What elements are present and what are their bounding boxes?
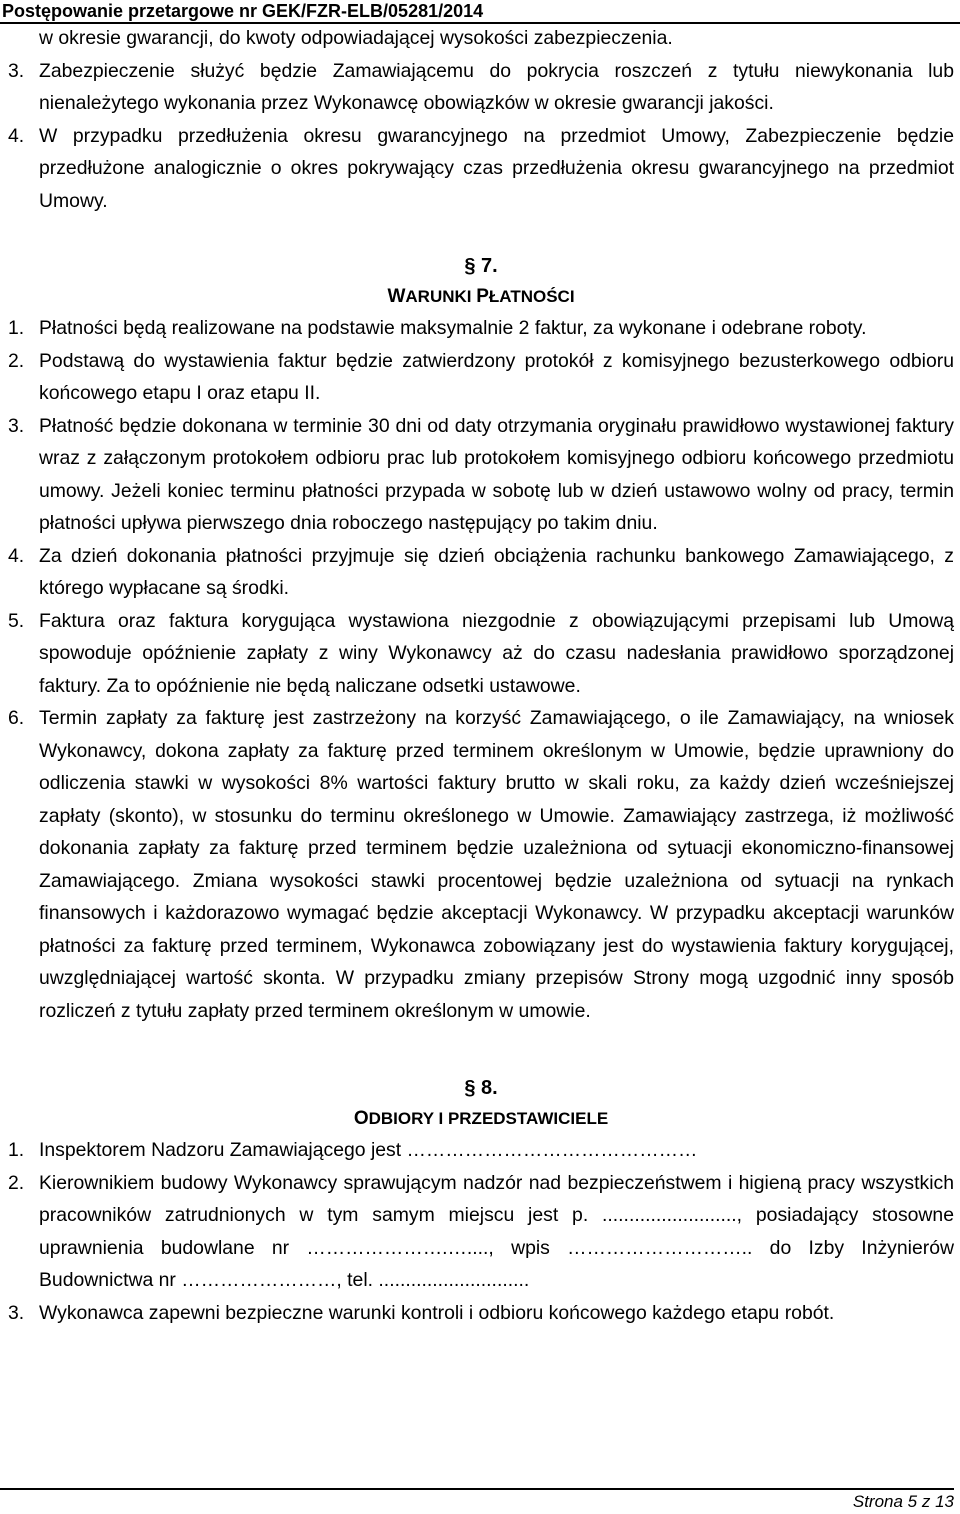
section7-item-2 bbox=[8, 345, 954, 410]
item-text: Inspektorem Nadzoru Zamawiającego jest ……………………………………… bbox=[39, 1139, 698, 1161]
running-header bbox=[0, 0, 960, 24]
item-text: Płatność będzie dokonana w terminie 30 dni od daty otrzymania oryginału prawidłowo wystawionej faktury wraz z załączonym protokołem odbioru prac lub protokołem komisyjnego odbioru końcowego przedmiotu umowy. Jeżeli koniec terminu płatności przypada w sobotę lub w dzień ustawowo wolny od pracy, termin płatności upływa pierwszego dnia roboczego następujący po takim dniu. bbox=[39, 414, 954, 534]
section6-item-4 bbox=[8, 120, 954, 218]
page-number: Strona 5 z 13 bbox=[852, 1492, 954, 1511]
item-number: 3. bbox=[8, 414, 25, 437]
item-text: Podstawą do wystawienia faktur będzie zatwierdzony protokół z komisyjnego bezusterkowego odbioru końcowego etapu I oraz etapu II. bbox=[39, 349, 954, 404]
item-number: 5. bbox=[8, 609, 25, 632]
item-number: 4. bbox=[8, 124, 25, 147]
item-number: 2. bbox=[8, 1171, 25, 1194]
item-number: 4. bbox=[8, 544, 25, 567]
item-number: 2. bbox=[8, 349, 25, 372]
page-footer bbox=[0, 1488, 954, 1514]
section7-item-4 bbox=[8, 540, 954, 605]
section7-sign: § 7. bbox=[464, 255, 498, 277]
section7-item-5 bbox=[8, 605, 954, 703]
item-text: Termin zapłaty za fakturę jest zastrzeżony na korzyść Zamawiającego, o ile Zamawiający, na wniosek Wykonawcy, dokona zapłaty za fakturę przed terminem określonym w Umowie, będzie uprawniony do odliczenia stawki w wysokości 8% wartości faktury brutto w skali roku, za każdy dzień wcześniejszej zapłaty (skonto), w stosunku do terminu określonego w Umowie. Zamawiający zastrzega, iż możliwość dokonania zapłaty za fakturę przed terminem będzie uzależniona od sytuacji ekonomiczno-finansowej Zamawiającego. Zmiana wysokości stawki procentowej będzie uzależniona od sytuacji na rynkach finansowych i każdorazowo wymagać będzie akceptacji Wykonawcy. W przypadku akceptacji warunków płatności za fakturę przed terminem, Wykonawca zobowiązany jest do wystawienia faktury korygującej, uwzględniającej wartość skonta. W przypadku zmiany przepisów Strony mogą uzgodnić inny sposób rozliczeń z tytułu zapłaty przed terminem określonym w umowie. bbox=[39, 707, 954, 1022]
section8-item-1 bbox=[8, 1134, 954, 1167]
section8-item-2 bbox=[8, 1167, 954, 1297]
item-text: W przypadku przedłużenia okresu gwarancyjnego na przedmiot Umowy, Zabezpieczenie będzie przedłużone analogicznie o okres pokrywający czas przedłużenia okresu gwarancyjnego na przedmiot Umowy. bbox=[39, 124, 954, 212]
section8-sign: § 8. bbox=[464, 1077, 498, 1099]
item-text: Wykonawca zapewni bezpieczne warunki kontroli i odbioru końcowego każdego etapu robót. bbox=[39, 1301, 835, 1324]
item-number: 3. bbox=[8, 1301, 25, 1324]
section8-item-3 bbox=[8, 1297, 954, 1330]
section7-item-1 bbox=[8, 312, 954, 345]
section7-title: WARUNKI PŁATNOŚCI bbox=[387, 286, 575, 307]
item-number: 1. bbox=[8, 1139, 25, 1161]
item-text: Płatności będą realizowane na podstawie maksymalnie 2 faktur, za wykonane i odebrane roboty. bbox=[39, 317, 867, 339]
item-number: 6. bbox=[8, 707, 25, 729]
item-number: 1. bbox=[8, 317, 25, 339]
section6-item-3 bbox=[8, 55, 954, 120]
item-number: 3. bbox=[8, 59, 25, 82]
section7-item-3 bbox=[8, 410, 954, 540]
item-text: Za dzień dokonania płatności przyjmuje się dzień obciążenia rachunku bankowego Zamawiającego, z którego wypłacane są środki. bbox=[39, 544, 954, 599]
document-body bbox=[8, 22, 954, 1329]
item-text: Zabezpieczenie służyć będzie Zamawiającemu do pokrycia roszczeń z tytułu niewykonania lub nienależytego wykonania przez Wykonawcę obowiązków w okresie gwarancji jakości. bbox=[39, 59, 954, 114]
item-text: Kierownikiem budowy Wykonawcy sprawującym nadzór nad bezpieczeństwem i higieną pracy wszystkich pracowników zatrudnionych w tym samym miejscu jest p. ........................., posiadający stosowne uprawnienia budowlane nr ………………….…...., wpis ……………………….. do Izby Inżynierów Budownictwa nr ……………………, tel. ............................ bbox=[39, 1171, 954, 1291]
header-text: Postępowanie przetargowe nr GEK/FZR-ELB/05281/2014 bbox=[2, 1, 484, 21]
section7-item-6 bbox=[8, 702, 954, 1027]
section8-title: ODBIORY I PRZEDSTAWICIELE bbox=[353, 1108, 609, 1129]
top-continuation: w okresie gwarancji, do kwoty odpowiadającej wysokości zabezpieczenia. bbox=[39, 27, 673, 49]
item-text: Faktura oraz faktura korygująca wystawiona niezgodnie z obowiązującymi przepisami lub Umową spowoduje opóźnienie zapłaty z winy Wykonawcy aż do czasu nadesłania prawidłowo sporządzonej faktury. Za to opóźnienie nie będą naliczane odsetki ustawowe. bbox=[39, 609, 954, 697]
